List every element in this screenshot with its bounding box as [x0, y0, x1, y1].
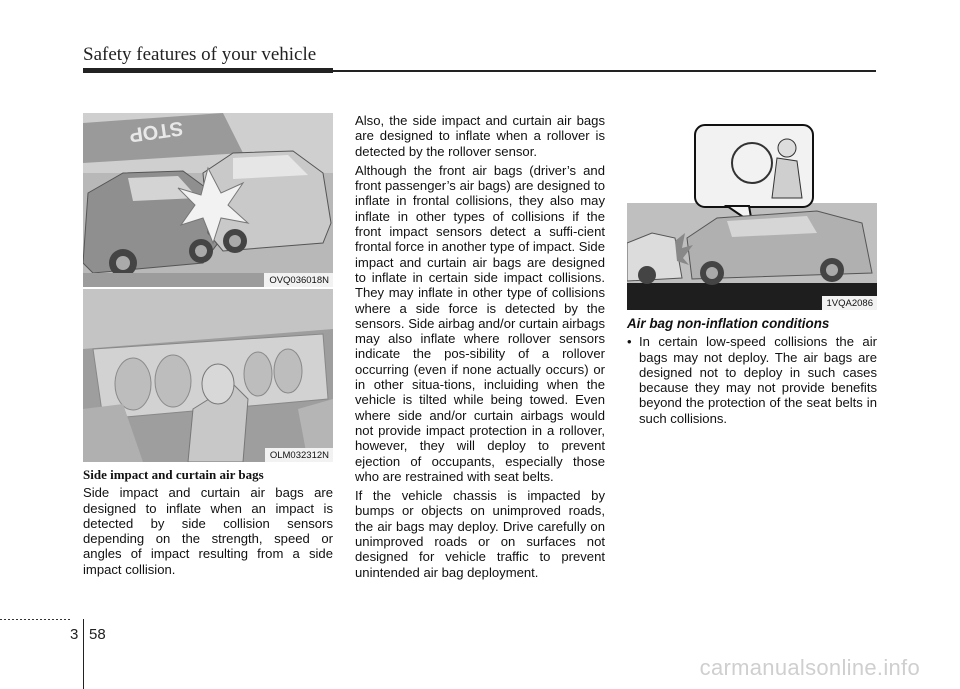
watermark: carmanualsonline.info — [699, 655, 920, 680]
chapter-number: 3 — [70, 626, 79, 643]
section-heading: Side impact and curtain air bags — [83, 467, 264, 482]
curtain-airbag-illustration — [83, 289, 333, 462]
list-item — [627, 334, 877, 426]
header-rule — [83, 68, 876, 73]
rear-collision-illustration — [627, 113, 877, 310]
paragraph: If the vehicle chassis is impacted by bumps or objects on unimproved roads, the air bags may deploy. Drive carefully on unimproved roads or on surfaces not designed for vehicle traffic to prevent unintended air bag deployment. — [355, 488, 605, 580]
figure-code-label: OVQ036018N — [264, 273, 333, 287]
svg-text:STOP: STOP — [127, 116, 185, 146]
bullet-text: In certain low-speed collisions the air bags may not deploy. The air bags are designed not to deploy in such cases because they may not provide benefits beyond the protection of the seat belts in such collisions. — [639, 334, 877, 426]
side-collision-illustration — [83, 113, 333, 287]
page-header-title: Safety features of your vehicle — [83, 44, 317, 65]
paragraph: Side impact and curtain air bags are designed to inflate when an impact is detected by side collision sensors depending on the strength, speed or angles of impact resulting from a side impact collision. — [83, 485, 333, 577]
footer-divider — [83, 619, 84, 689]
paragraph: Although the front air bags (driver’s and front passenger’s air bags) are designed to inflate in frontal collisions, they also may inflate in other types of collisions if the front impact sensors detect a suffi-cient frontal force in another type of impact. Side impact and curtain air bags are designed to inflate in certain side impact collisions. They may inflate in other type of collisions where a side force is detected by the sensors. Side airbag and/or curtain airbags may also inflate where rollover sensors indicate the pos-sibility of a rollover occurring (even if none actually occurs) or in other situa-tions, incluiding when the vehicle is tilted while being towed. Even where side and/or curtain airbags would not provide impact protection in a rollover, however, they will deploy to prevent ejection of occupants, especially those who are restrained with seat belts. — [355, 162, 605, 484]
section-heading: Air bag non-inflation conditions — [627, 316, 830, 331]
text-column-2 — [355, 113, 605, 584]
figure-code-label: 1VQA2086 — [822, 296, 877, 310]
paragraph: Also, the side impact and curtain air bags are designed to inflate when a rollover is detected by the rollover sensor. — [355, 113, 605, 159]
figure-code-label: OLM032312N — [265, 448, 333, 462]
text-column-1 — [83, 467, 333, 581]
footer-rule — [0, 619, 70, 620]
bullet-icon: • — [627, 334, 632, 350]
page-number: 58 — [89, 626, 106, 643]
text-column-3 — [627, 316, 877, 426]
